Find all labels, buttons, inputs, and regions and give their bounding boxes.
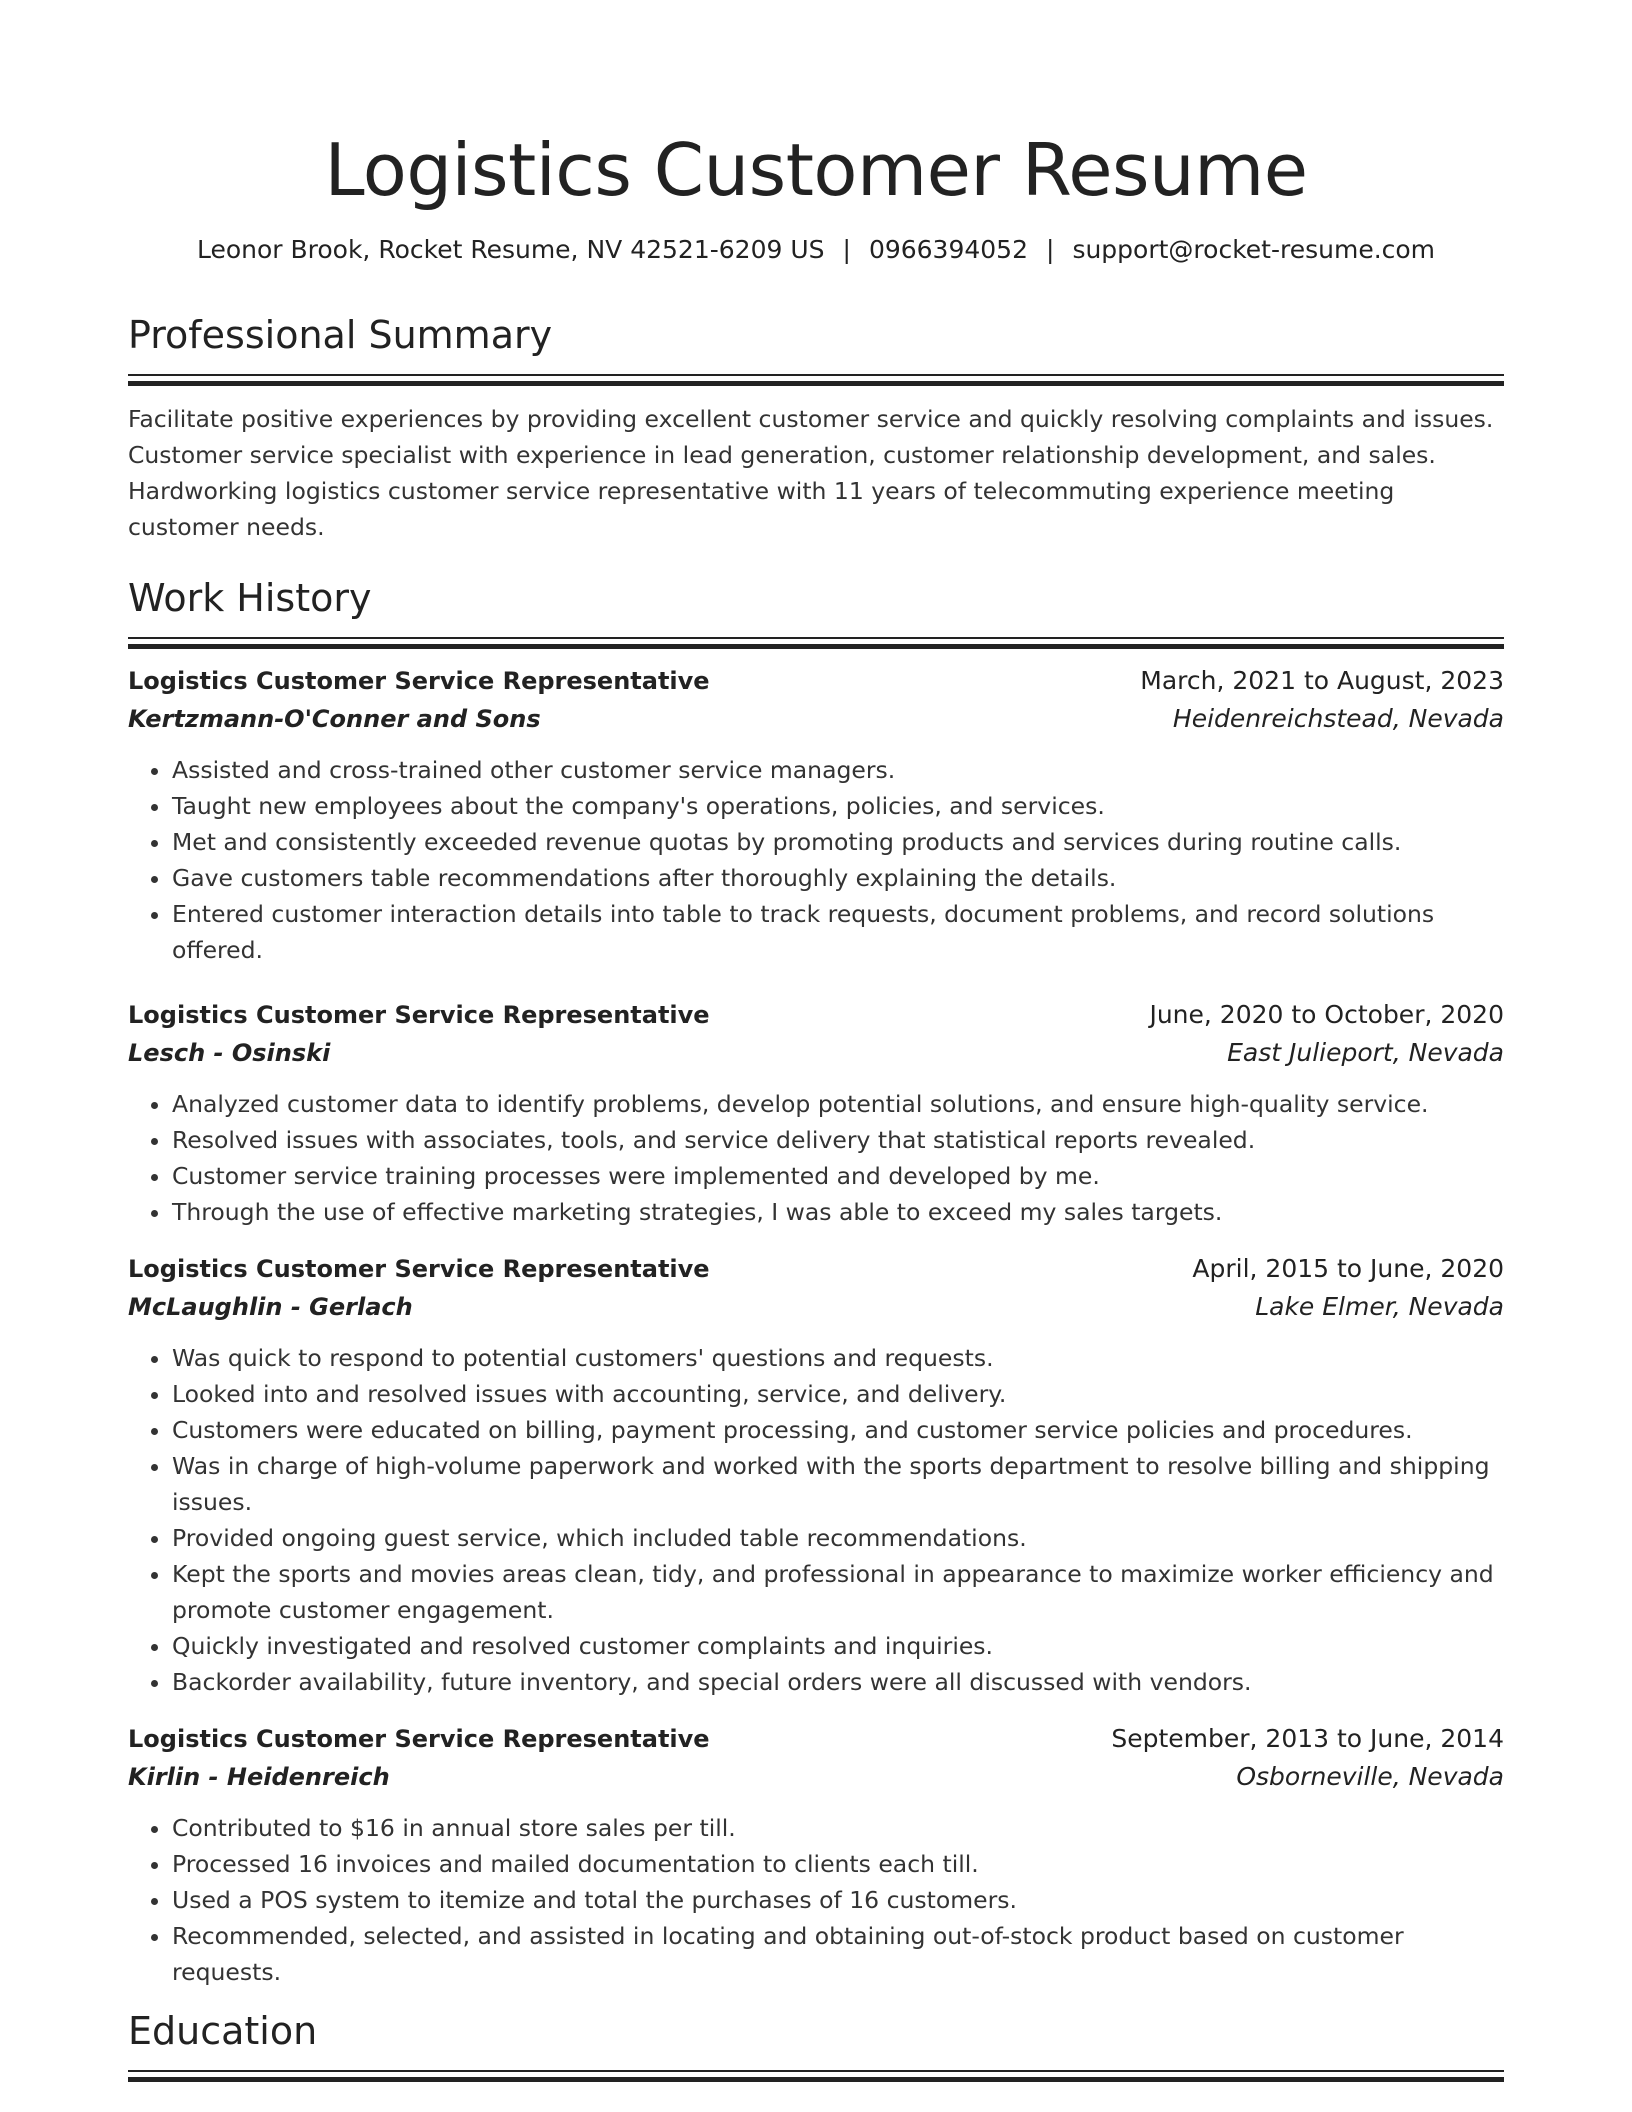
job-bullet: • Taught new employees about the company's operations, policies, and services. bbox=[172, 788, 1504, 824]
contact-address: Leonor Brook, Rocket Resume, NV 42521-6209 US bbox=[196, 235, 825, 264]
job-bullet: • Provided ongoing guest service, which included table recommendations. bbox=[172, 1520, 1504, 1556]
job-bullet: • Processed 16 invoices and mailed documentation to clients each till. bbox=[172, 1846, 1504, 1882]
job-entry bbox=[128, 1720, 1504, 1990]
summary-section bbox=[128, 310, 1504, 545]
job-bullets bbox=[128, 1086, 1504, 1230]
section-divider bbox=[128, 374, 1504, 385]
job-title: Logistics Customer Service Representative bbox=[128, 1725, 710, 1753]
job-bullet: • Recommended, selected, and assisted in locating and obtaining out-of-stock product based on customer requests. bbox=[172, 1918, 1504, 1990]
contact-separator: | bbox=[1046, 235, 1055, 264]
job-bullet: • Backorder availability, future inventory, and special orders were all discussed with vendors. bbox=[172, 1664, 1504, 1700]
job-bullet: • Contributed to $16 in annual store sales per till. bbox=[172, 1810, 1504, 1846]
education-section bbox=[128, 2006, 1504, 2081]
job-title: Logistics Customer Service Representative bbox=[128, 1001, 710, 1029]
work-history-section bbox=[128, 573, 1504, 1990]
job-company: Kertzmann-O'Conner and Sons bbox=[128, 705, 541, 733]
job-bullet: • Was in charge of high-volume paperwork and worked with the sports department to resolve billing and shipping issues. bbox=[172, 1448, 1504, 1520]
job-bullet: • Gave customers table recommendations after thoroughly explaining the details. bbox=[172, 860, 1504, 896]
resume-page bbox=[128, 0, 1504, 2081]
section-title-education: Education bbox=[128, 2009, 318, 2053]
job-entry bbox=[128, 1250, 1504, 1700]
job-company: Lesch - Osinski bbox=[128, 1039, 331, 1067]
job-header-row bbox=[128, 996, 1504, 1034]
job-location: Osborneville, Nevada bbox=[1236, 1762, 1504, 1791]
job-location: East Julieport, Nevada bbox=[1227, 1038, 1504, 1067]
section-divider bbox=[128, 2070, 1504, 2081]
job-bullets bbox=[128, 752, 1504, 968]
job-dates: April, 2015 to June, 2020 bbox=[1192, 1254, 1504, 1283]
job-bullet: • Entered customer interaction details into table to track requests, document problems, and record solutions offered. bbox=[172, 896, 1504, 968]
contact-line bbox=[128, 232, 1504, 268]
contact-separator: | bbox=[842, 235, 851, 264]
job-bullet: • Looked into and resolved issues with accounting, service, and delivery. bbox=[172, 1376, 1504, 1412]
job-bullet: • Customers were educated on billing, payment processing, and customer service policies and procedures. bbox=[172, 1412, 1504, 1448]
job-dates: September, 2013 to June, 2014 bbox=[1111, 1724, 1504, 1753]
job-entry bbox=[128, 662, 1504, 968]
section-title-work-history: Work History bbox=[128, 576, 372, 620]
job-subheader-row bbox=[128, 700, 1504, 738]
resume-title: Logistics Customer Resume bbox=[324, 128, 1308, 212]
job-subheader-row bbox=[128, 1288, 1504, 1326]
job-bullet: • Quickly investigated and resolved customer complaints and inquiries. bbox=[172, 1628, 1504, 1664]
job-bullets bbox=[128, 1810, 1504, 1990]
section-title-summary: Professional Summary bbox=[128, 313, 553, 357]
job-bullet: • Used a POS system to itemize and total the purchases of 16 customers. bbox=[172, 1882, 1504, 1918]
job-company: Kirlin - Heidenreich bbox=[128, 1763, 390, 1791]
job-bullet: • Met and consistently exceeded revenue quotas by promoting products and services during routine calls. bbox=[172, 824, 1504, 860]
contact-phone: 0966394052 bbox=[868, 235, 1028, 264]
job-subheader-row bbox=[128, 1758, 1504, 1796]
job-location: Heidenreichstead, Nevada bbox=[1172, 704, 1504, 733]
job-entry bbox=[128, 996, 1504, 1230]
job-bullet: • Through the use of effective marketing strategies, I was able to exceed my sales targets. bbox=[172, 1194, 1504, 1230]
job-company: McLaughlin - Gerlach bbox=[128, 1293, 413, 1321]
job-header-row bbox=[128, 662, 1504, 700]
job-title: Logistics Customer Service Representative bbox=[128, 667, 710, 695]
job-bullet: • Analyzed customer data to identify problems, develop potential solutions, and ensure high-quality service. bbox=[172, 1086, 1504, 1122]
job-header-row bbox=[128, 1720, 1504, 1758]
summary-text: Facilitate positive experiences by providing excellent customer service and quickly resolving complaints and issues. Customer service specialist with experience in lead generation, customer relationship development, and sales. Hardworking logistics customer service representative with 11 years of telecommuting experience meeting customer needs. bbox=[128, 405, 1494, 541]
job-bullet: • Was quick to respond to potential customers' questions and requests. bbox=[172, 1340, 1504, 1376]
job-subheader-row bbox=[128, 1034, 1504, 1072]
job-header-row bbox=[128, 1250, 1504, 1288]
job-dates: March, 2021 to August, 2023 bbox=[1140, 666, 1504, 695]
job-title: Logistics Customer Service Representative bbox=[128, 1255, 710, 1283]
job-bullets bbox=[128, 1340, 1504, 1700]
job-location: Lake Elmer, Nevada bbox=[1255, 1292, 1504, 1321]
job-bullet: • Kept the sports and movies areas clean, tidy, and professional in appearance to maximize worker efficiency and promote customer engagement. bbox=[172, 1556, 1504, 1628]
job-dates: June, 2020 to October, 2020 bbox=[1149, 1000, 1504, 1029]
job-bullet: • Resolved issues with associates, tools, and service delivery that statistical reports revealed. bbox=[172, 1122, 1504, 1158]
section-divider bbox=[128, 637, 1504, 648]
job-bullet: • Assisted and cross-trained other customer service managers. bbox=[172, 752, 1504, 788]
job-bullet: • Customer service training processes were implemented and developed by me. bbox=[172, 1158, 1504, 1194]
contact-email: support@rocket-resume.com bbox=[1072, 235, 1436, 264]
